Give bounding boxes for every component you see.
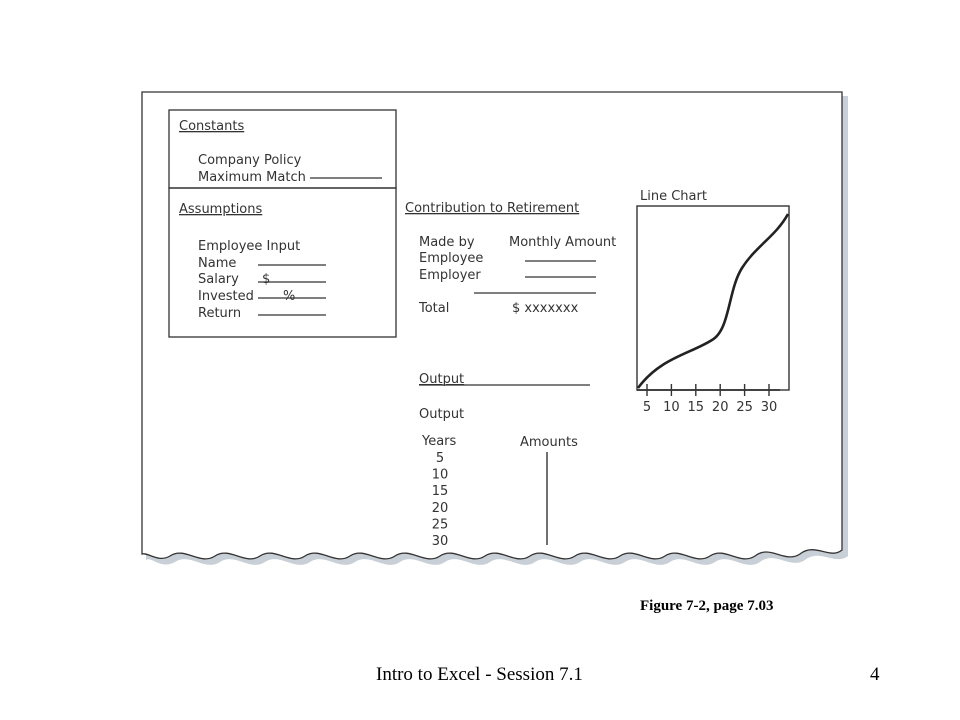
output-year-20: 20 bbox=[431, 500, 449, 516]
output-heading-2: Output bbox=[419, 407, 465, 422]
figure-caption: Figure 7-2, page 7.03 bbox=[640, 598, 774, 614]
invested-percent-symbol: % bbox=[283, 289, 296, 304]
contribution-made-by-label: Made by bbox=[419, 235, 475, 250]
output-amounts-label: Amounts bbox=[520, 435, 578, 450]
assumptions-salary: Salary bbox=[198, 272, 239, 287]
output-year-10: 10 bbox=[431, 467, 449, 483]
output-year-15: 15 bbox=[431, 484, 449, 500]
constants-heading: Constants bbox=[179, 119, 245, 134]
footer-page-number: 4 bbox=[870, 664, 880, 685]
contribution-employee: Employee bbox=[419, 251, 484, 266]
contribution-heading: Contribution to Retirement bbox=[405, 201, 580, 216]
constants-line-max-match: Maximum Match bbox=[198, 170, 306, 185]
line-chart-tick-label-15: 15 bbox=[687, 400, 705, 415]
assumptions-heading: Assumptions bbox=[179, 202, 263, 217]
assumptions-invested: Invested bbox=[198, 289, 254, 304]
line-chart-tick-label-10: 10 bbox=[663, 400, 680, 415]
contribution-total-value: $ xxxxxxx bbox=[512, 301, 579, 316]
assumptions-employee-input: Employee Input bbox=[198, 239, 301, 254]
constants-line-policy: Company Policy bbox=[198, 153, 302, 168]
output-year-25: 25 bbox=[431, 517, 449, 533]
contribution-employer: Employer bbox=[419, 268, 481, 283]
salary-dollar-symbol: $ bbox=[262, 272, 271, 287]
output-year-30: 30 bbox=[431, 534, 449, 549]
footer-title: Intro to Excel - Session 7.1 bbox=[376, 664, 583, 685]
line-chart-tick-label-30: 30 bbox=[760, 400, 778, 415]
output-heading-1: Output bbox=[419, 372, 465, 387]
output-year-5: 5 bbox=[435, 451, 445, 466]
line-chart-tick-label-25: 25 bbox=[736, 400, 753, 415]
assumptions-return: Return bbox=[198, 306, 242, 321]
line-chart-tick-label-5: 5 bbox=[642, 400, 652, 415]
output-years-label: Years bbox=[422, 434, 457, 449]
contribution-monthly-amount-label: Monthly Amount bbox=[509, 235, 617, 250]
line-chart-tick-label-20: 20 bbox=[711, 400, 729, 415]
line-chart-title: Line Chart bbox=[640, 189, 707, 204]
contribution-total-label: Total bbox=[419, 301, 450, 316]
assumptions-name: Name bbox=[198, 256, 237, 271]
